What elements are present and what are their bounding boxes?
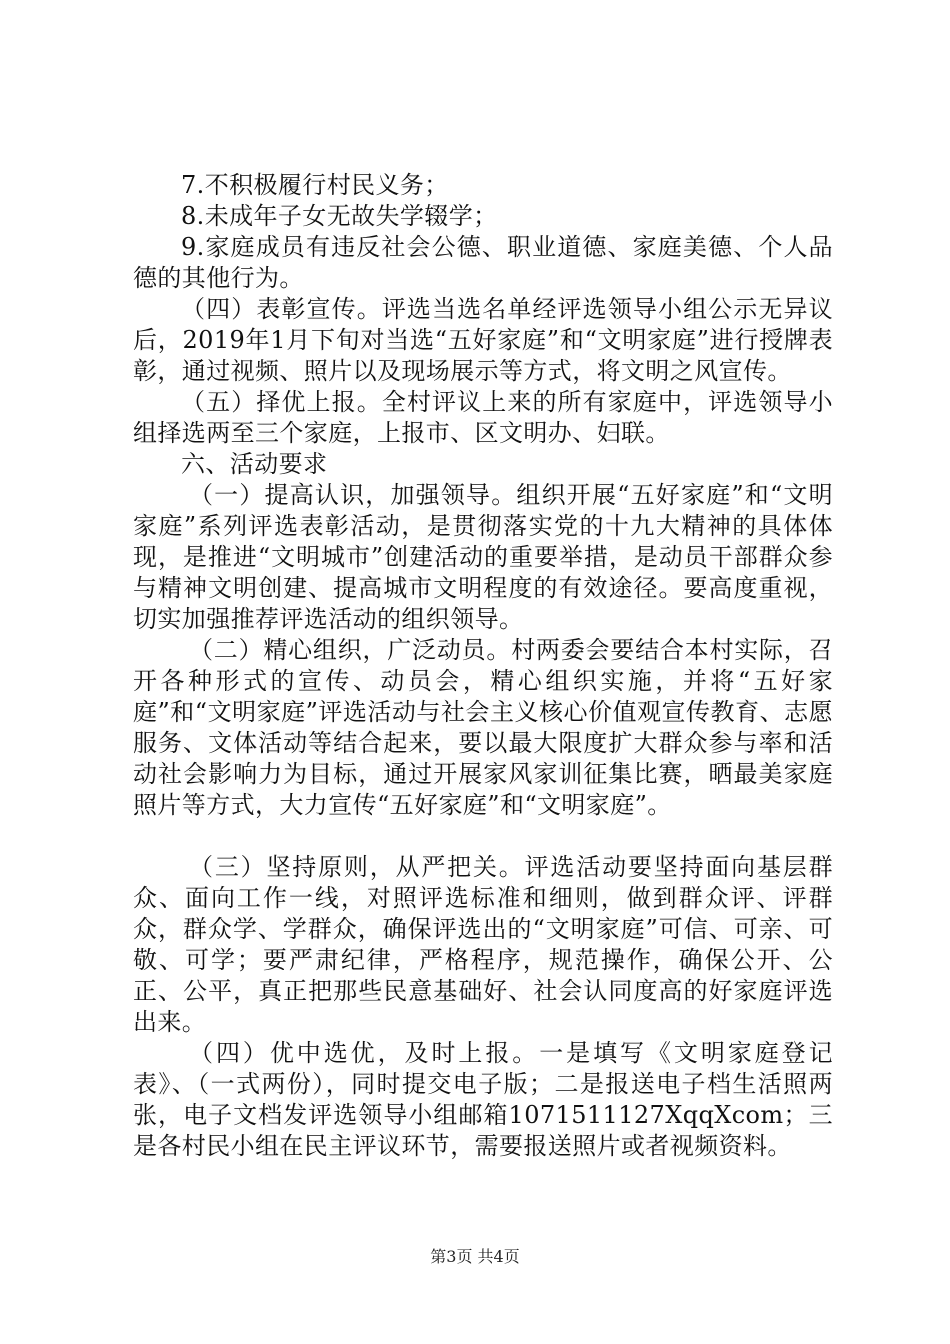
- paragraph-commendation: （四）表彰宣传。评选当选名单经评选领导小组公示无异议后，2019年1月下旬对当选“五好家庭”和“文明家庭”进行授牌表彰，通过视频、照片以及现场展示等方式，将文明之风宣传。: [133, 295, 833, 385]
- document-body: [133, 170, 833, 1162]
- page-footer: 第3页 共4页: [430, 1247, 520, 1266]
- paragraph-requirement-4: （四）优中选优，及时上报。一是填写《文明家庭登记表》、（一式两份），同时提交电子版；二是报送电子档生活照两张，电子文档发评选领导小组邮箱1071511127XqqXcom；三是各村民小组在民主评议环节，需要报送照片或者视频资料。: [133, 1039, 833, 1160]
- paragraph-requirement-1: （一）提高认识，加强领导。组织开展“五好家庭”和“文明家庭”系列评选表彰活动，是贯彻落实党的十九大精神的具体体现，是推进“文明城市”创建活动的重要举措，是动员干部群众参与精神文明创建、提高城市文明程度的有效途径。要高度重视，切实加强推荐评选活动的组织领导。: [133, 481, 833, 633]
- paragraph-requirement-2: （二）精心组织，广泛动员。村两委会要结合本村实际，召开各种形式的宣传、动员会，精心组织实施，并将“五好家庭”和“文明家庭”评选活动与社会主义核心价值观宣传教育、志愿服务、文体活动等结合起来，要以最大限度扩大群众参与率和活动社会影响力为目标，通过开展家风家训征集比赛，晒最美家庭照片等方式，大力宣传“五好家庭”和“文明家庭”。: [133, 636, 833, 819]
- paragraph-requirement-3: （三）坚持原则，从严把关。评选活动要坚持面向基层群众、面向工作一线，对照评选标准和细则，做到群众评、评群众，群众学、学群众，确保评选出的“文明家庭”可信、可亲、可敬、可学；要严肃纪律，严格程序，规范操作，确保公开、公正、公平，真正把那些民意基础好、社会认同度高的好家庭评选出来。: [133, 853, 833, 1036]
- paragraph-report: （五）择优上报。全村评议上来的所有家庭中，评选领导小组择选两至三个家庭，上报市、区文明办、妇联。: [133, 388, 833, 447]
- section-heading: 六、活动要求: [181, 450, 328, 478]
- paragraph-item-9: 9.家庭成员有违反社会公德、职业道德、家庭美德、个人品德的其他行为。: [133, 233, 833, 292]
- paragraph-item-8: 8.未成年子女无故失学辍学；: [181, 202, 498, 230]
- paragraph-gap: [133, 821, 833, 852]
- paragraph-item-7: 7.不积极履行村民义务；: [181, 171, 449, 199]
